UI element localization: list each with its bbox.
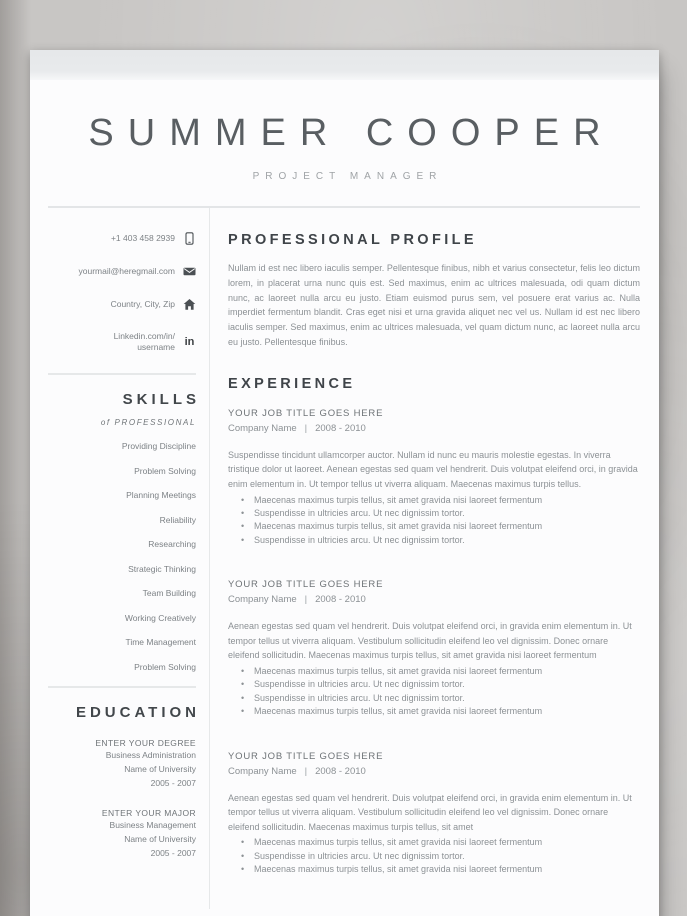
skill-item: Providing Discipline [121,441,196,451]
contact-linkedin [48,331,196,353]
main-column [210,208,640,909]
job-years: 2008 - 2010 [315,765,366,777]
education-school: Name of University [124,764,196,775]
linkedin-url-line1: Linkedin.com/in/ [113,331,175,341]
education-degree: Business Management [109,819,196,830]
education-label: ENTER YOUR DEGREE [95,738,196,748]
job-meta [228,766,640,777]
job-bullet: • Maecenas maximus turpis tellus, sit amet gravida nisi laoreet fermentum [228,836,640,849]
job-company: Company Name [228,422,297,434]
job-entry [228,751,640,877]
contact-section [48,208,196,353]
job-bullet: • Maecenas maximus turpis tellus, sit amet gravida nisi laoreet fermentum [228,520,640,533]
contact-location [48,298,196,311]
skill-item: Researching [148,539,196,549]
job-company: Company Name [228,765,297,777]
resume-header [30,80,659,182]
education-section [48,686,200,860]
location-text: Country, City, Zip [110,299,175,309]
job-years: 2008 - 2010 [315,594,366,606]
skills-section [48,391,200,672]
skill-item: Planning Meetings [126,490,196,500]
job-years: 2008 - 2010 [315,422,366,434]
job-bullets [228,665,640,719]
person-role: PROJECT MANAGER [252,171,443,182]
education-divider [48,686,196,688]
job-bullet: • Suspendisse in ultricies arcu. Ut nec dignissim tortor. [228,507,640,520]
skills-divider [48,373,196,375]
email-address: yourmail@heregmail.com [78,266,175,276]
job-title: YOUR JOB TITLE GOES HERE [228,579,384,591]
experience-heading: EXPERIENCE [228,375,356,392]
job-bullet: • Suspendisse in ultricies arcu. Ut nec dignissim tortor. [228,850,640,863]
home-icon [183,298,196,311]
job-separator: | [304,765,308,777]
content-columns [30,208,659,909]
job-meta [228,594,640,605]
linkedin-icon: in [184,335,195,348]
profile-heading: PROFESSIONAL PROFILE [228,232,478,248]
skills-subheading: of PROFESSIONAL [100,418,196,427]
skill-item: Team Building [142,588,196,598]
contact-email [48,265,196,278]
job-meta [228,423,640,434]
job-company: Company Name [228,594,297,606]
page-top-band [30,50,659,80]
job-title: YOUR JOB TITLE GOES HERE [228,750,384,762]
sidebar [48,208,200,909]
job-description: Aenean egestas sed quam vel hendrerit. Duis volutpat eleifend orci, in gravida enim elementum in. Ut tempor tellus ut viverra aliquam. Vestibulum sollicitudin eleifend leo vel dignissim. Donec ornare eleifend sollicitudin. Maecenas maximus turpis tellus, sit amet [228,792,632,832]
skills-heading: SKILLS [122,391,200,408]
skill-item: Problem Solving [134,465,196,476]
job-bullets [228,836,640,876]
education-entry [48,808,196,861]
contact-phone [48,232,196,245]
job-entry [228,408,640,547]
job-bullet: • Maecenas maximus turpis tellus, sit amet gravida nisi laoreet fermentum [228,705,640,718]
experience-section [228,376,640,877]
job-title: YOUR JOB TITLE GOES HERE [228,407,384,419]
skill-item: Strategic Thinking [128,563,196,574]
linkedin-url [114,331,175,353]
skill-item: Time Management [125,637,196,647]
job-separator: | [304,594,308,606]
education-school: Name of University [124,833,196,844]
person-name: SUMMER COOPER [88,112,615,154]
job-bullet: • Maecenas maximus turpis tellus, sit amet gravida nisi laoreet fermentum [228,494,640,507]
job-bullet: • Maecenas maximus turpis tellus, sit amet gravida nisi laoreet fermentum [228,665,640,678]
resume-page [30,50,659,916]
job-bullet: • Suspendisse in ultricies arcu. Ut nec dignissim tortor. [228,692,640,705]
phone-icon [183,232,196,245]
education-entry [48,738,196,791]
job-bullet: • Suspendisse in ultricies arcu. Ut nec dignissim tortor. [228,678,640,691]
education-label: ENTER YOUR MAJOR [101,807,196,818]
education-heading: EDUCATION [75,704,200,721]
envelope-icon [183,265,196,278]
skills-list [48,441,196,672]
profile-section [228,208,640,350]
education-degree: Business Administration [105,750,196,760]
job-entry [228,579,640,718]
skill-item: Working Creatively [124,612,196,623]
job-bullet: • Suspendisse in ultricies arcu. Ut nec dignissim tortor. [228,534,640,547]
job-description: Aenean egestas sed quam vel hendrerit. Duis volutpat eleifend orci, in gravida enim elementum in. Ut tempor tellus ut viverra aliquam. Vestibulum sollicitudin eleifend leo vel dignissim. Donec ornare eleifend sollicitudin. Maecenas maximus turpis tellus, sit amet gravida nisi laoreet fermentum [228,621,632,661]
phone-number: +1 403 458 2939 [110,233,175,243]
education-years: 2005 - 2007 [150,778,196,789]
job-bullet: • Maecenas maximus turpis tellus, sit amet gravida nisi laoreet fermentum [228,863,640,876]
profile-text: Nullam id est nec libero iaculis semper. Pellentesque finibus, nibh et varius consectetur, felis leo dictum lorem, in placerat urna nunc quis est. Sed maximus, enim ac ultrices malesuada, odi quam dictum nunc, ac laoreet nulla arcu eu justo. Etiam euismod purus sem, vel posuere erat varius ac. Nulla imperdiet fermentum blandit. Cras eget nisi et urna gravida aliquet nec vel us. Nullam id est nec libero iaculis semper. Sed maximus, enim ac ultrices malesuada, vel quam dictum nunc, ac laoreet nulla arcu eu justo. Pellentesque finibus. [228,263,640,347]
skill-item: Reliability [159,514,196,525]
skill-item: Problem Solving [134,661,196,672]
linkedin-url-line2: username [137,342,175,352]
job-bullets [228,494,640,548]
education-years: 2005 - 2007 [150,848,196,859]
job-description: Suspendisse tincidunt ullamcorper auctor. Nullam id nunc eu mauris molestie egestas. In viverra tristique dolor ut laoreet. Aenean egestas sed quam vel hendrerit. Duis volutpat eleifend orci, in gravida enim elementum in. Ut tempor tellus ut viverra aliquam. Maecenas maximus turpis tellus. [228,449,638,489]
job-separator: | [304,422,308,434]
